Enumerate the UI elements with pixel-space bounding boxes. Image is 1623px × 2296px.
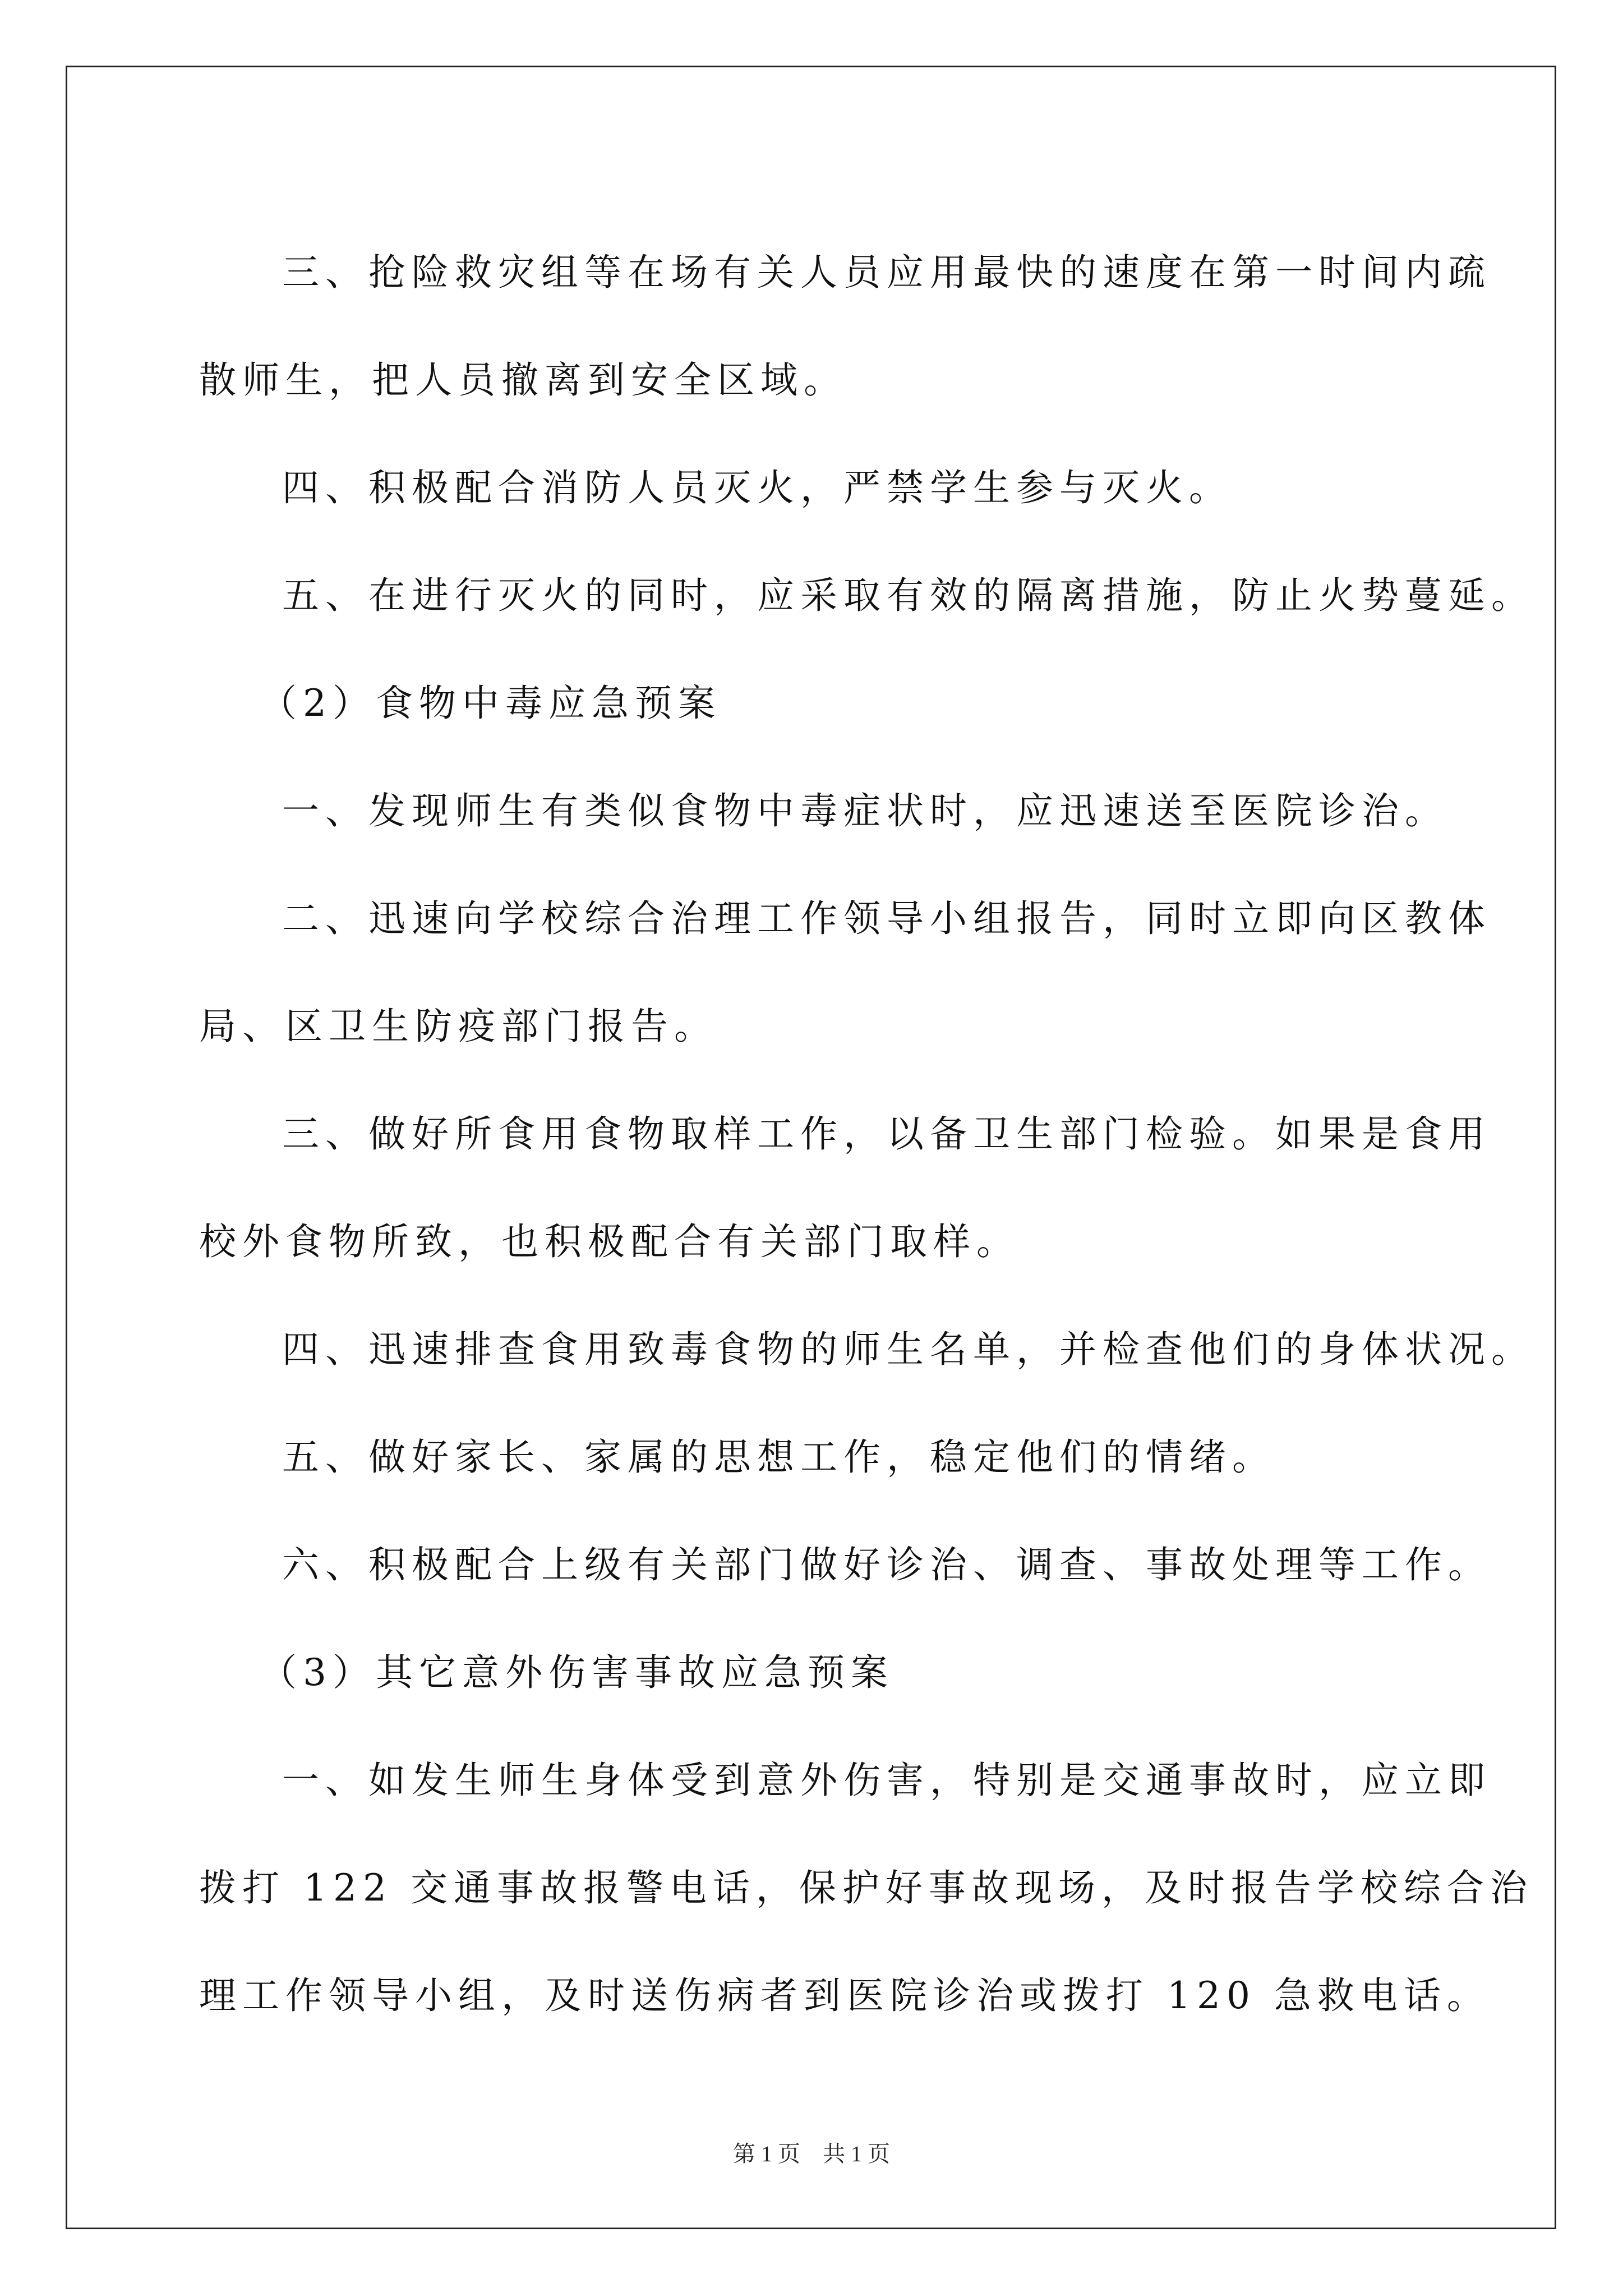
paragraph-fire-3-line-2: 散师生，把人员撤离到安全区域。 <box>199 358 847 402</box>
section-heading-food-poisoning: （2）食物中毒应急预案 <box>260 682 721 725</box>
document-body <box>199 219 1534 2050</box>
paragraph-food-1: 一、发现师生有类似食物中毒症状时，应迅速送至医院诊治。 <box>282 789 1448 832</box>
page-footer: 第 1 页 共 1 页 <box>733 2141 890 2166</box>
paragraph-fire-5: 五、在进行灭火的同时，应采取有效的隔离措施，防止火势蔓延。 <box>282 574 1534 617</box>
paragraph-food-5: 五、做好家长、家属的思想工作，稳定他们的情绪。 <box>282 1435 1275 1479</box>
paragraph-fire-4: 四、积极配合消防人员灭火，严禁学生参与灭火。 <box>282 466 1232 509</box>
section-heading-accident: （3）其它意外伤害事故应急预案 <box>260 1651 894 1694</box>
paragraph-accident-1-line-3: 理工作领导小组，及时送伤病者到医院诊治或拨打 120 急救电话。 <box>199 1974 1490 2017</box>
paragraph-food-2-line-1: 二、迅速向学校综合治理工作领导小组报告，同时立即向区教体 <box>282 897 1491 940</box>
paragraph-accident-1-line-2: 拨打 122 交通事故报警电话，保护好事故现场，及时报告学校综合治 <box>199 1866 1533 1910</box>
paragraph-food-4: 四、迅速排查食用致毒食物的师生名单，并检查他们的身体状况。 <box>282 1328 1534 1371</box>
paragraph-food-6: 六、积极配合上级有关部门做好诊治、调查、事故处理等工作。 <box>282 1543 1491 1586</box>
paragraph-food-2-line-2: 局、区卫生防疫部门报告。 <box>199 1005 717 1048</box>
paragraph-food-3-line-1: 三、做好所食用食物取样工作，以备卫生部门检验。如果是食用 <box>282 1112 1491 1156</box>
paragraph-food-3-line-2: 校外食物所致，也积极配合有关部门取样。 <box>199 1220 1020 1263</box>
paragraph-fire-3-line-1: 三、抢险救灾组等在场有关人员应用最快的速度在第一时间内疏 <box>282 251 1491 294</box>
paragraph-accident-1-line-1: 一、如发生师生身体受到意外伤害，特别是交通事故时，应立即 <box>282 1759 1491 1802</box>
